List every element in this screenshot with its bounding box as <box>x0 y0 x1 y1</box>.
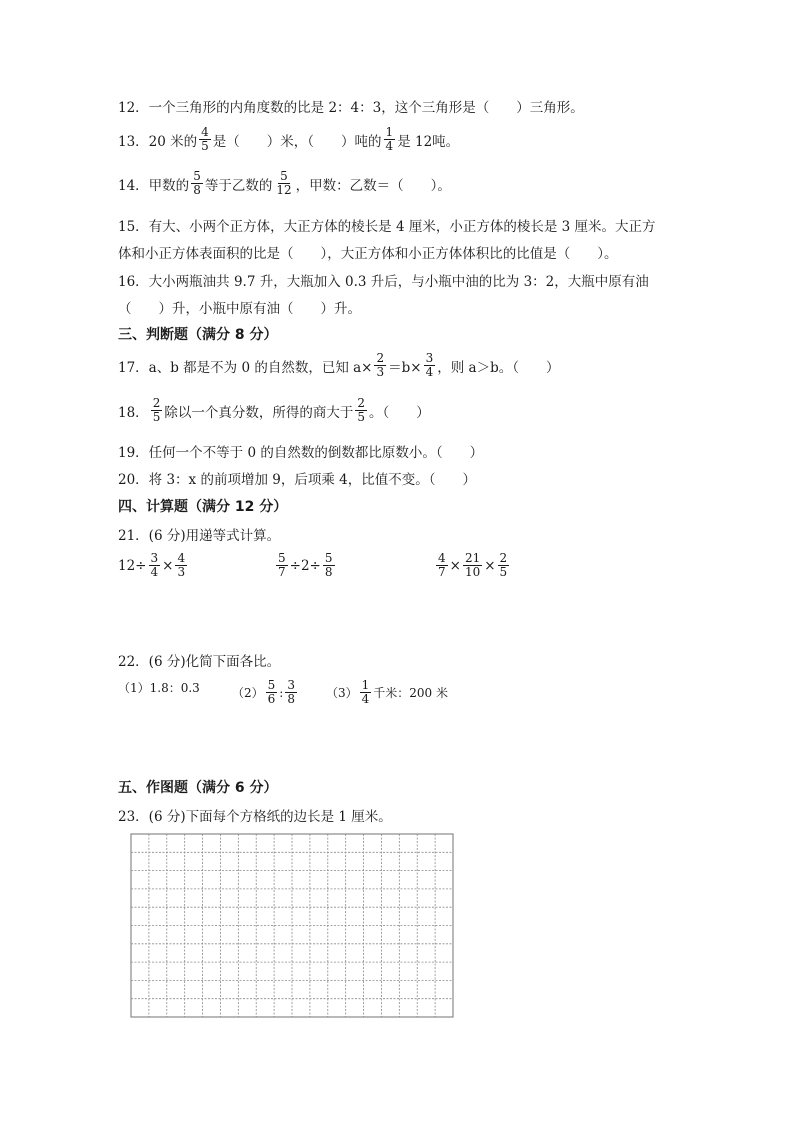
fraction: $\frac{5}{12}$ <box>276 169 292 197</box>
section-4-heading: 四、计算题（满分 12 分） <box>118 499 288 515</box>
square-grid-paper <box>130 833 454 1022</box>
calc-expression-1: 12÷ $\frac{3}{4}$ × $\frac{4}{3}$ <box>118 551 186 579</box>
fraction: $\frac{2}{3}$ <box>376 351 385 379</box>
question-20: 20．将 3：x 的前项增加 9，后项乘 4，比值不变。（ ） <box>118 472 476 488</box>
question-22: 22．(6 分)化简下面各比。 <box>118 654 281 670</box>
ratio-item-3: （3） $\frac{1}{4}$ 千米：200 米 <box>326 678 449 706</box>
fraction: $\frac{4}{5}$ <box>201 125 209 153</box>
fraction: $\frac{2}{5}$ <box>499 551 508 579</box>
fraction: $\frac{3}{4}$ <box>425 351 434 379</box>
calc-expression-2: $\frac{5}{7}$ ÷2÷ $\frac{5}{8}$ <box>278 551 333 579</box>
question-21: 21．(6 分)用递等式计算。 <box>118 528 281 544</box>
fraction: $\frac{4}{3}$ <box>177 551 186 579</box>
fraction: $\frac{3}{4}$ <box>150 551 159 579</box>
question-13: 13．20 米的 $\frac{4}{5}$ 是（ ）米，（ ）吨的 $\frac{1}{4}$ 是 12吨。 <box>118 125 460 153</box>
calc-expression-3: $\frac{4}{7}$ × $\frac{21}{10}$ × $\frac{2}{5}$ <box>438 551 508 579</box>
question-23: 23．(6 分)下面每个方格纸的边长是 1 厘米。 <box>118 809 392 825</box>
fraction: $\frac{5}{6}$ <box>267 678 276 706</box>
question-17: 17．a、b 都是不为 0 的自然数，已知 a× $\frac{2}{3}$ ＝b× $\frac{3}{4}$ ，则 a＞b。（ ） <box>118 351 560 379</box>
question-12: 12．一个三角形的内角度数的比是 2：4：3，这个三角形是（ ）三角形。 <box>118 100 584 116</box>
fraction: $\frac{21}{10}$ <box>464 551 481 579</box>
ratio-item-1: （1）1.8：0.3 <box>118 681 200 695</box>
fraction: $\frac{2}{5}$ <box>152 396 161 424</box>
section-3-heading: 三、判断题（满分 8 分） <box>118 327 278 343</box>
question-19: 19．任何一个不等于 0 的自然数的倒数都比原数小。（ ） <box>118 445 484 461</box>
fraction: $\frac{1}{4}$ <box>385 125 394 153</box>
question-16-line2: （ ）升，小瓶中原有油（ ）升。 <box>118 301 361 317</box>
question-16-line1: 16．大小两瓶油共 9.7 升，大瓶加入 0.3 升后，与小瓶中油的比为 3：2，大瓶中原有油 <box>118 274 649 290</box>
ratio-item-2: （2） $\frac{5}{6}$ : $\frac{3}{8}$ <box>232 678 295 706</box>
question-18: 18． $\frac{2}{5}$ 除以一个真分数，所得的商大于 $\frac{2}{5}$ 。（ ） <box>118 396 430 424</box>
fraction: $\frac{5}{7}$ <box>278 551 286 579</box>
fraction: $\frac{4}{7}$ <box>438 551 446 579</box>
section-5-heading: 五、作图题（满分 6 分） <box>118 780 278 796</box>
fraction: $\frac{5}{8}$ <box>193 169 201 197</box>
grid-svg <box>130 833 454 1018</box>
fraction: $\frac{3}{8}$ <box>287 678 295 706</box>
fraction: $\frac{5}{8}$ <box>324 551 333 579</box>
question-15-line1: 15．有大、小两个正方体，大正方体的棱长是 4 厘米，小正方体的棱长是 3 厘米。大正方 <box>118 219 656 235</box>
fraction: $\frac{2}{5}$ <box>357 396 365 424</box>
question-14: 14．甲数的 $\frac{5}{8}$ 等于乙数的 $\frac{5}{12}$ ，甲数：乙数＝（ ）。 <box>118 169 451 197</box>
fraction: $\frac{1}{4}$ <box>361 678 370 706</box>
question-15-line2: 体和小正方体表面积的比是（ ），大正方体和小正方体体积比的比值是（ ）。 <box>118 246 618 262</box>
